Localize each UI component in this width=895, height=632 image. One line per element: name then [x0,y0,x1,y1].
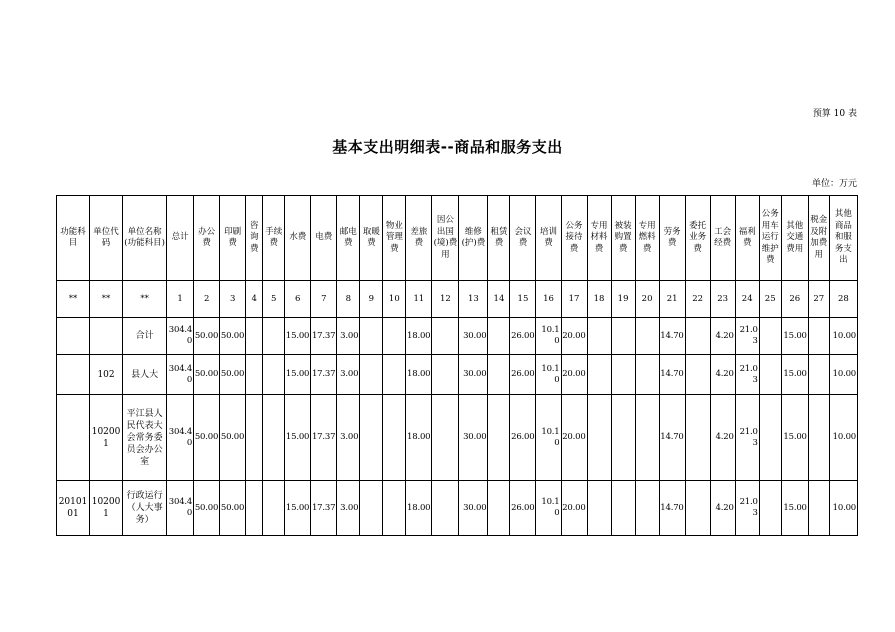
amount-cell: 15.00 [781,395,808,481]
amount-cell [246,395,263,481]
amount-cell: 20.00 [561,481,587,536]
amount-cell: 3.00 [337,481,360,536]
amount-cell: 20.00 [561,355,587,395]
column-index: 19 [611,281,635,318]
column-header: 单位名称(功能科目) [123,196,167,281]
amount-cell: 15.00 [285,395,311,481]
amount-cell: 10.00 [829,395,857,481]
amount-cell: 18.00 [406,481,432,536]
unit-code-cell: 102001 [90,481,123,536]
column-header: 邮电费 [337,196,360,281]
column-header: 印刷费 [220,196,246,281]
column-header: 会议费 [510,196,536,281]
unit-code-cell: 102001 [90,395,123,481]
amount-cell [587,481,611,536]
column-header: 工会经费 [710,196,735,281]
amount-cell: 30.00 [459,395,488,481]
amount-cell [360,318,383,355]
amount-cell: 50.00 [220,395,246,481]
column-index: 11 [406,281,432,318]
amount-cell: 30.00 [459,318,488,355]
amount-cell: 10.00 [829,481,857,536]
amount-cell [432,318,459,355]
column-header: 劳务费 [659,196,685,281]
column-index: 15 [510,281,536,318]
amount-cell: 10.10 [536,355,561,395]
amount-cell: 17.37 [311,481,337,536]
column-header: 委托业务费 [685,196,710,281]
form-number: 预算 10 表 [812,109,857,119]
function-code-cell [57,395,90,481]
amount-cell [488,481,510,536]
column-index: 12 [432,281,459,318]
amount-cell: 21.03 [735,395,759,481]
amount-cell: 50.00 [194,318,220,355]
table-row [57,355,858,395]
amount-cell: 15.00 [285,318,311,355]
column-header: 因公出国(境)费用 [432,196,459,281]
amount-cell [611,318,635,355]
amount-cell: 4.20 [710,355,735,395]
function-code-cell [57,355,90,395]
column-index: 6 [285,281,311,318]
amount-cell [759,318,781,355]
amount-cell: 50.00 [194,481,220,536]
amount-cell: 21.03 [735,481,759,536]
amount-cell [432,481,459,536]
index-row [57,281,858,318]
unit-code-cell: 102 [90,355,123,395]
column-index: 27 [808,281,829,318]
column-index: 28 [829,281,857,318]
amount-cell: 50.00 [194,395,220,481]
column-header: 总计 [167,196,194,281]
amount-cell: 10.10 [536,481,561,536]
amount-cell [759,395,781,481]
page-title: 基本支出明细表--商品和服务支出 [332,138,563,156]
amount-cell [611,355,635,395]
column-index: 4 [246,281,263,318]
column-index: ** [57,281,90,318]
amount-cell: 14.70 [659,395,685,481]
amount-cell: 3.00 [337,395,360,481]
column-header: 专用材料费 [587,196,611,281]
column-index: 25 [759,281,781,318]
amount-cell: 18.00 [406,395,432,481]
unit-name-cell: 县人大 [123,355,167,395]
column-index: 14 [488,281,510,318]
column-header: 公务用车运行维护费 [759,196,781,281]
amount-cell [383,355,406,395]
amount-cell: 20.00 [561,395,587,481]
amount-cell [263,481,285,536]
amount-cell: 15.00 [781,481,808,536]
amount-cell: 304.40 [167,481,194,536]
column-header: 租赁费 [488,196,510,281]
column-index: 24 [735,281,759,318]
amount-cell [360,355,383,395]
amount-cell: 50.00 [220,355,246,395]
amount-cell [808,395,829,481]
amount-cell [611,481,635,536]
amount-cell: 14.70 [659,355,685,395]
amount-cell: 18.00 [406,318,432,355]
column-index: 23 [710,281,735,318]
amount-cell [759,481,781,536]
amount-cell: 17.37 [311,395,337,481]
column-header: 功能科目 [57,196,90,281]
amount-cell [263,355,285,395]
amount-cell: 10.00 [829,318,857,355]
amount-cell: 21.03 [735,318,759,355]
expense-detail-table [56,195,858,536]
amount-cell: 14.70 [659,318,685,355]
amount-cell [808,355,829,395]
table-row [57,395,858,481]
unit-name-cell: 合计 [123,318,167,355]
function-code-cell: 2010101 [57,481,90,536]
column-index: 13 [459,281,488,318]
amount-cell [432,355,459,395]
amount-cell: 10.10 [536,395,561,481]
amount-cell [246,355,263,395]
amount-cell: 18.00 [406,355,432,395]
column-index: 2 [194,281,220,318]
column-header: 差旅费 [406,196,432,281]
amount-cell [685,481,710,536]
column-header: 培训费 [536,196,561,281]
column-index: 21 [659,281,685,318]
amount-cell [587,395,611,481]
unit-name-cell: 行政运行（人大事务） [123,481,167,536]
amount-cell [246,481,263,536]
column-index: 3 [220,281,246,318]
amount-cell: 4.20 [710,481,735,536]
amount-cell: 17.37 [311,318,337,355]
column-header: 水费 [285,196,311,281]
column-header: 其他商品和服务支出 [829,196,857,281]
amount-cell [685,355,710,395]
column-header: 其他交通费用 [781,196,808,281]
column-header: 维修(护)费 [459,196,488,281]
amount-cell [635,318,659,355]
amount-cell [685,318,710,355]
amount-cell [383,395,406,481]
column-index: ** [90,281,123,318]
amount-cell: 304.40 [167,395,194,481]
amount-cell [587,355,611,395]
column-header: 单位代码 [90,196,123,281]
column-index: 8 [337,281,360,318]
amount-cell: 17.37 [311,355,337,395]
column-index: ** [123,281,167,318]
amount-cell: 50.00 [220,481,246,536]
unit-name-cell: 平江县人民代表大会常务委员会办公室 [123,395,167,481]
amount-cell: 15.00 [781,318,808,355]
amount-cell [685,395,710,481]
column-index: 16 [536,281,561,318]
unit-label: 单位：万元 [811,179,857,189]
amount-cell [360,395,383,481]
column-index: 22 [685,281,710,318]
amount-cell [488,355,510,395]
column-index: 10 [383,281,406,318]
amount-cell [263,395,285,481]
table-row [57,318,858,355]
table-body [57,196,858,536]
column-header: 办公费 [194,196,220,281]
column-index: 5 [263,281,285,318]
amount-cell [635,481,659,536]
column-header: 电费 [311,196,337,281]
amount-cell: 10.10 [536,318,561,355]
amount-cell: 15.00 [285,355,311,395]
column-header: 物业管理费 [383,196,406,281]
amount-cell: 304.40 [167,318,194,355]
column-index: 9 [360,281,383,318]
amount-cell [808,481,829,536]
amount-cell: 21.03 [735,355,759,395]
column-header: 专用燃料费 [635,196,659,281]
amount-cell: 3.00 [337,318,360,355]
amount-cell [263,318,285,355]
amount-cell: 15.00 [781,355,808,395]
column-header: 手续费 [263,196,285,281]
column-index: 17 [561,281,587,318]
amount-cell: 50.00 [220,318,246,355]
column-header: 福利费 [735,196,759,281]
column-index: 26 [781,281,808,318]
column-index: 1 [167,281,194,318]
amount-cell: 3.00 [337,355,360,395]
header-row [57,196,858,281]
column-header: 取暖费 [360,196,383,281]
amount-cell: 30.00 [459,481,488,536]
amount-cell [611,395,635,481]
amount-cell: 4.20 [710,318,735,355]
amount-cell [488,318,510,355]
amount-cell [360,481,383,536]
amount-cell: 14.70 [659,481,685,536]
column-index: 7 [311,281,337,318]
column-header: 税金及附加费用 [808,196,829,281]
amount-cell: 304.40 [167,355,194,395]
amount-cell: 26.00 [510,318,536,355]
amount-cell [383,318,406,355]
column-index: 18 [587,281,611,318]
amount-cell [808,318,829,355]
amount-cell: 50.00 [194,355,220,395]
amount-cell: 20.00 [561,318,587,355]
column-header: 咨询费 [246,196,263,281]
amount-cell: 10.00 [829,355,857,395]
amount-cell [587,318,611,355]
amount-cell [635,355,659,395]
amount-cell: 15.00 [285,481,311,536]
amount-cell: 26.00 [510,481,536,536]
amount-cell [488,395,510,481]
column-header: 被装购置费 [611,196,635,281]
amount-cell [246,318,263,355]
column-index: 20 [635,281,659,318]
amount-cell: 26.00 [510,395,536,481]
amount-cell [432,395,459,481]
amount-cell [635,395,659,481]
unit-code-cell [90,318,123,355]
amount-cell: 30.00 [459,355,488,395]
amount-cell [759,355,781,395]
amount-cell: 4.20 [710,395,735,481]
column-header: 公务接待费 [561,196,587,281]
amount-cell: 26.00 [510,355,536,395]
amount-cell [383,481,406,536]
table-row [57,481,858,536]
function-code-cell [57,318,90,355]
